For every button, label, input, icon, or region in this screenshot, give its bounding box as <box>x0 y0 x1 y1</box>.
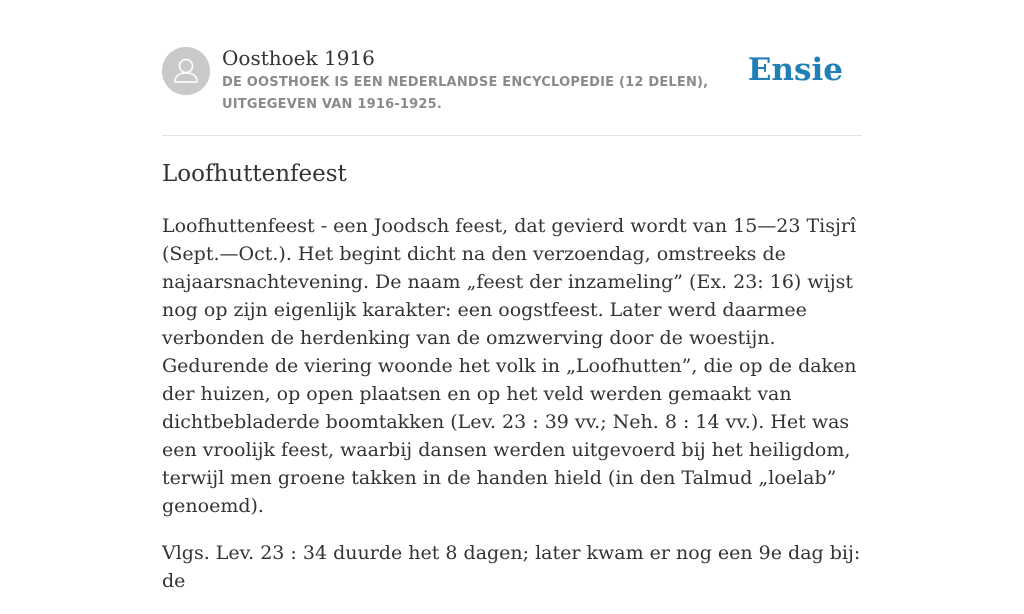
article-paragraph: Vlgs. Lev. 23 : 34 duurde het 8 dagen; later kwam er nog een 9e dag bij: de <box>162 542 861 592</box>
user-avatar-icon[interactable] <box>162 47 210 95</box>
article-title: Loofhuttenfeest <box>162 161 347 187</box>
avatar-silhouette-icon <box>162 47 210 95</box>
header-divider <box>162 135 862 136</box>
ensie-logo[interactable]: Ensie <box>747 52 843 88</box>
source-description: DE OOSTHOEK IS EEN NEDERLANDSE ENCYCLOPEDIE (12 DELEN), UITGEGEVEN VAN 1916-1925. <box>222 75 709 112</box>
source-title[interactable]: Oosthoek 1916 <box>222 46 375 70</box>
source-header <box>162 46 862 136</box>
article-paragraph: Loofhuttenfeest - een Joodsch feest, dat gevierd wordt van 15—23 Tisjrî (Sept.—Oct.). Het begint dicht na den verzoendag, omstreeks de najaarsnachtevening. De naam „feest der inzameling” (Ex. 23: 16) wijst nog op zijn eigenlijk karakter: een oogstfeest. Later werd daarmee verbonden de herdenking van de omzwerving door de woestijn. Gedurende de viering woonde het volk in „Loofhutten”, die op de daken der huizen, op open plaatsen en op het veld werden gemaakt van dichtbebladerde boomtakken (Lev. 23 : 39 vv.; Neh. 8 : 14 vv.). Het was een vroolijk feest, waarbij dansen werden uitgevoerd bij het heiligdom, terwijl men groene takken in de handen hield (in den Talmud „loelab” genoemd). <box>162 215 857 517</box>
article-body <box>162 212 862 614</box>
